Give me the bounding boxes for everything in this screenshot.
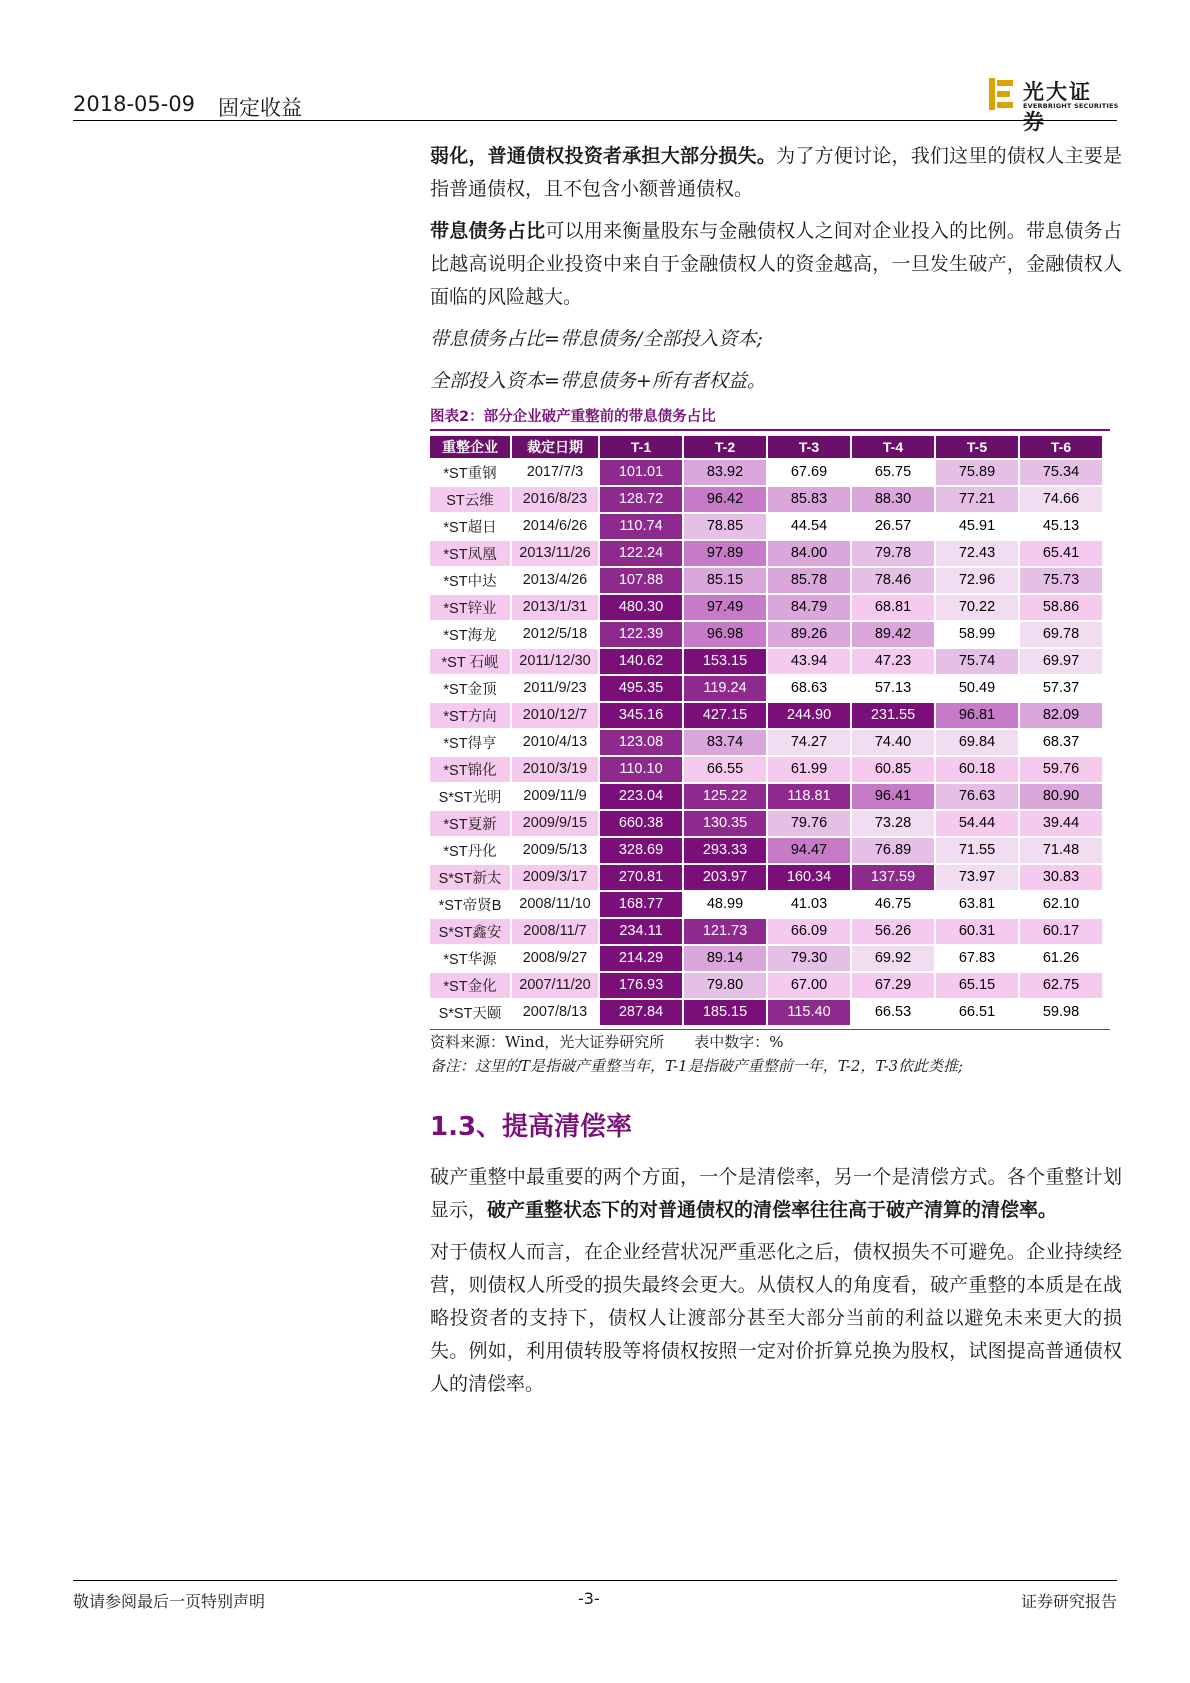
cell-value-t3: 79.30 <box>768 946 850 971</box>
formula-1: 带息债务占比=带息债务/全部投入资本; <box>430 328 763 350</box>
cell-value-t1: 270.81 <box>600 865 682 890</box>
cell-company: *ST凤凰 <box>430 541 510 566</box>
cell-value-t5: 77.21 <box>936 487 1018 512</box>
paragraph-3 <box>430 1161 1122 1227</box>
cell-value-t1: 110.74 <box>600 514 682 539</box>
logo-text-cn: 光大证券 <box>1023 79 1092 134</box>
cell-value-t1: 345.16 <box>600 703 682 728</box>
cell-value-t6: 68.37 <box>1020 730 1102 755</box>
report-topic: 固定收益 <box>218 96 302 120</box>
cell-value-t3: 85.78 <box>768 568 850 593</box>
cell-value-t1: 328.69 <box>600 838 682 863</box>
cell-company: *ST 石岘 <box>430 649 510 674</box>
cell-value-t2: 89.14 <box>684 946 766 971</box>
cell-value-t6: 69.97 <box>1020 649 1102 674</box>
cell-value-t2: 293.33 <box>684 838 766 863</box>
cell-value-t6: 75.73 <box>1020 568 1102 593</box>
cell-value-t4: 73.28 <box>852 811 934 836</box>
header-company: 重整企业 <box>430 436 510 458</box>
cell-value-t2: 96.42 <box>684 487 766 512</box>
cell-value-t4: 69.92 <box>852 946 934 971</box>
table-row <box>430 946 1102 971</box>
page-footer <box>73 1580 1117 1611</box>
table-row <box>430 919 1102 944</box>
header-t4: T-4 <box>852 436 934 458</box>
cell-company: *ST帝贤B <box>430 892 510 917</box>
cell-value-t4: 79.78 <box>852 541 934 566</box>
cell-value-t6: 62.75 <box>1020 973 1102 998</box>
cell-value-t6: 45.13 <box>1020 514 1102 539</box>
paragraph-2-bold: 带息债务占比 <box>430 220 546 242</box>
table-row <box>430 487 1102 512</box>
cell-value-t2: 125.22 <box>684 784 766 809</box>
table-title: 图表2：部分企业破产重整前的带息债务占比 <box>430 409 716 425</box>
cell-value-t1: 480.30 <box>600 595 682 620</box>
cell-value-t4: 74.40 <box>852 730 934 755</box>
cell-value-t4: 66.53 <box>852 1000 934 1025</box>
cell-value-t3: 67.00 <box>768 973 850 998</box>
cell-date: 2009/11/9 <box>512 784 598 809</box>
cell-company: ST云维 <box>430 487 510 512</box>
cell-value-t1: 128.72 <box>600 487 682 512</box>
cell-value-t5: 66.51 <box>936 1000 1018 1025</box>
cell-value-t6: 80.90 <box>1020 784 1102 809</box>
table-row <box>430 568 1102 593</box>
table-row <box>430 649 1102 674</box>
cell-company: S*ST鑫安 <box>430 919 510 944</box>
cell-company: S*ST光明 <box>430 784 510 809</box>
cell-value-t3: 244.90 <box>768 703 850 728</box>
cell-value-t2: 83.92 <box>684 460 766 485</box>
company-logo <box>989 78 1119 134</box>
logo-text-en: EVERBRIGHT SECURITIES <box>1023 102 1119 110</box>
cell-value-t2: 66.55 <box>684 757 766 782</box>
cell-value-t5: 76.63 <box>936 784 1018 809</box>
cell-value-t6: 59.76 <box>1020 757 1102 782</box>
cell-value-t1: 140.62 <box>600 649 682 674</box>
cell-value-t6: 75.34 <box>1020 460 1102 485</box>
cell-company: *ST得亨 <box>430 730 510 755</box>
table-row <box>430 676 1102 701</box>
header-date: 裁定日期 <box>512 436 598 458</box>
cell-value-t6: 74.66 <box>1020 487 1102 512</box>
cell-date: 2010/4/13 <box>512 730 598 755</box>
cell-company: *ST重钢 <box>430 460 510 485</box>
table-row <box>430 541 1102 566</box>
table-row <box>430 1000 1102 1025</box>
cell-company: *ST夏新 <box>430 811 510 836</box>
cell-company: *ST金化 <box>430 973 510 998</box>
table-row <box>430 730 1102 755</box>
debt-ratio-table <box>428 434 1104 1027</box>
cell-value-t4: 78.46 <box>852 568 934 593</box>
cell-date: 2007/11/20 <box>512 973 598 998</box>
table-row <box>430 838 1102 863</box>
cell-value-t3: 84.79 <box>768 595 850 620</box>
table-source: 资料来源：Wind，光大证券研究所 表中数字：% <box>430 1032 784 1051</box>
header-t3: T-3 <box>768 436 850 458</box>
cell-value-t5: 72.96 <box>936 568 1018 593</box>
cell-company: *ST方向 <box>430 703 510 728</box>
cell-date: 2011/9/23 <box>512 676 598 701</box>
table-row <box>430 460 1102 485</box>
table-remark: 备注：这里的T是指破产重整当年，T-1是指破产重整前一年，T-2，T-3依此类推; <box>430 1056 964 1075</box>
cell-date: 2016/8/23 <box>512 487 598 512</box>
cell-value-t5: 63.81 <box>936 892 1018 917</box>
cell-value-t5: 54.44 <box>936 811 1018 836</box>
cell-value-t1: 122.39 <box>600 622 682 647</box>
cell-value-t5: 67.83 <box>936 946 1018 971</box>
cell-date: 2010/3/19 <box>512 757 598 782</box>
paragraph-1 <box>430 140 1122 206</box>
section-title: 1.3、提高清偿率 <box>430 1111 633 1142</box>
cell-value-t4: 47.23 <box>852 649 934 674</box>
cell-value-t6: 82.09 <box>1020 703 1102 728</box>
cell-value-t2: 83.74 <box>684 730 766 755</box>
paragraph-3-text: 破产重整中最重要的两个方面，一个是清偿率，另一个是清偿方式。各个重整计划显示， <box>430 1165 1122 1221</box>
cell-value-t2: 97.49 <box>684 595 766 620</box>
cell-company: S*ST新太 <box>430 865 510 890</box>
page-number: -3- <box>578 1589 600 1608</box>
cell-value-t1: 107.88 <box>600 568 682 593</box>
cell-value-t1: 176.93 <box>600 973 682 998</box>
cell-date: 2012/5/18 <box>512 622 598 647</box>
cell-value-t5: 75.89 <box>936 460 1018 485</box>
cell-value-t6: 39.44 <box>1020 811 1102 836</box>
cell-value-t3: 66.09 <box>768 919 850 944</box>
footer-report-type: 证券研究报告 <box>1020 1592 1117 1611</box>
table-row <box>430 703 1102 728</box>
cell-date: 2008/11/10 <box>512 892 598 917</box>
cell-value-t6: 65.41 <box>1020 541 1102 566</box>
cell-value-t5: 45.91 <box>936 514 1018 539</box>
paragraph-3-bold: 破产重整状态下的对普通债权的清偿率往往高于破产清算的清偿率。 <box>487 1198 1058 1221</box>
cell-date: 2009/9/15 <box>512 811 598 836</box>
cell-value-t4: 68.81 <box>852 595 934 620</box>
cell-value-t2: 121.73 <box>684 919 766 944</box>
cell-value-t5: 60.31 <box>936 919 1018 944</box>
cell-value-t3: 41.03 <box>768 892 850 917</box>
cell-date: 2014/6/26 <box>512 514 598 539</box>
cell-date: 2011/12/30 <box>512 649 598 674</box>
cell-value-t1: 214.29 <box>600 946 682 971</box>
cell-value-t5: 69.84 <box>936 730 1018 755</box>
cell-value-t3: 115.40 <box>768 1000 850 1025</box>
cell-value-t4: 65.75 <box>852 460 934 485</box>
table-row <box>430 973 1102 998</box>
cell-value-t2: 48.99 <box>684 892 766 917</box>
cell-value-t3: 118.81 <box>768 784 850 809</box>
cell-value-t1: 110.10 <box>600 757 682 782</box>
cell-value-t3: 74.27 <box>768 730 850 755</box>
cell-company: S*ST天颐 <box>430 1000 510 1025</box>
cell-date: 2009/5/13 <box>512 838 598 863</box>
cell-company: *ST丹化 <box>430 838 510 863</box>
cell-value-t6: 57.37 <box>1020 676 1102 701</box>
cell-value-t3: 85.83 <box>768 487 850 512</box>
cell-value-t1: 122.24 <box>600 541 682 566</box>
page-header <box>73 79 1119 134</box>
logo-mark-icon <box>989 78 1015 110</box>
paragraph-1-bold: 弱化，普通债权投资者承担大部分损失。 <box>430 145 777 167</box>
cell-value-t1: 101.01 <box>600 460 682 485</box>
cell-value-t5: 71.55 <box>936 838 1018 863</box>
cell-value-t2: 427.15 <box>684 703 766 728</box>
cell-value-t6: 59.98 <box>1020 1000 1102 1025</box>
cell-value-t6: 61.26 <box>1020 946 1102 971</box>
cell-value-t2: 79.80 <box>684 973 766 998</box>
paragraph-2 <box>430 215 1122 314</box>
main-content <box>430 140 1122 1410</box>
cell-value-t2: 97.89 <box>684 541 766 566</box>
cell-value-t3: 67.69 <box>768 460 850 485</box>
cell-value-t1: 123.08 <box>600 730 682 755</box>
table-row <box>430 892 1102 917</box>
cell-date: 2013/11/26 <box>512 541 598 566</box>
cell-value-t6: 71.48 <box>1020 838 1102 863</box>
paragraph-2-text: 可以用来衡量股东与金融债权人之间对企业投入的比例。带息债务占比越高说明企业投资中来自于金融债权人的资金越高，一旦发生破产，金融债权人面临的风险越大。 <box>430 220 1122 308</box>
cell-company: *ST华源 <box>430 946 510 971</box>
cell-value-t5: 58.99 <box>936 622 1018 647</box>
cell-value-t1: 660.38 <box>600 811 682 836</box>
cell-value-t4: 67.29 <box>852 973 934 998</box>
cell-value-t5: 70.22 <box>936 595 1018 620</box>
cell-value-t1: 223.04 <box>600 784 682 809</box>
cell-value-t1: 168.77 <box>600 892 682 917</box>
cell-value-t1: 234.11 <box>600 919 682 944</box>
table-title-divider <box>430 429 1110 431</box>
report-date: 2018-05-09 <box>73 92 196 116</box>
cell-value-t2: 203.97 <box>684 865 766 890</box>
cell-company: *ST海龙 <box>430 622 510 647</box>
table-row <box>430 595 1102 620</box>
cell-value-t4: 137.59 <box>852 865 934 890</box>
header-t5: T-5 <box>936 436 1018 458</box>
cell-value-t5: 50.49 <box>936 676 1018 701</box>
cell-date: 2009/3/17 <box>512 865 598 890</box>
cell-value-t3: 84.00 <box>768 541 850 566</box>
header-t6: T-6 <box>1020 436 1102 458</box>
cell-value-t2: 78.85 <box>684 514 766 539</box>
cell-date: 2008/9/27 <box>512 946 598 971</box>
cell-value-t1: 495.35 <box>600 676 682 701</box>
cell-value-t4: 57.13 <box>852 676 934 701</box>
cell-value-t4: 96.41 <box>852 784 934 809</box>
table-row <box>430 622 1102 647</box>
cell-value-t3: 89.26 <box>768 622 850 647</box>
cell-value-t4: 231.55 <box>852 703 934 728</box>
cell-date: 2007/8/13 <box>512 1000 598 1025</box>
cell-value-t6: 60.17 <box>1020 919 1102 944</box>
table-row <box>430 811 1102 836</box>
cell-value-t4: 88.30 <box>852 487 934 512</box>
cell-value-t3: 160.34 <box>768 865 850 890</box>
cell-date: 2013/1/31 <box>512 595 598 620</box>
cell-company: *ST金顶 <box>430 676 510 701</box>
cell-value-t5: 73.97 <box>936 865 1018 890</box>
cell-value-t5: 96.81 <box>936 703 1018 728</box>
cell-value-t3: 68.63 <box>768 676 850 701</box>
cell-value-t1: 287.84 <box>600 1000 682 1025</box>
cell-value-t4: 46.75 <box>852 892 934 917</box>
cell-value-t6: 30.83 <box>1020 865 1102 890</box>
cell-date: 2010/12/7 <box>512 703 598 728</box>
table-row <box>430 784 1102 809</box>
table-header-row <box>430 436 1102 458</box>
cell-value-t3: 61.99 <box>768 757 850 782</box>
cell-value-t6: 69.78 <box>1020 622 1102 647</box>
paragraph-1-text: 为了方便讨论，我们这里的债权人主要是指普通债权，且不包含小额普通债权。 <box>430 145 1122 200</box>
cell-value-t4: 89.42 <box>852 622 934 647</box>
cell-date: 2008/11/7 <box>512 919 598 944</box>
cell-value-t5: 72.43 <box>936 541 1018 566</box>
cell-value-t2: 119.24 <box>684 676 766 701</box>
cell-value-t2: 85.15 <box>684 568 766 593</box>
cell-company: *ST超日 <box>430 514 510 539</box>
cell-date: 2017/7/3 <box>512 460 598 485</box>
table-row <box>430 757 1102 782</box>
cell-value-t3: 79.76 <box>768 811 850 836</box>
cell-company: *ST锦化 <box>430 757 510 782</box>
formula-2: 全部投入资本=带息债务+所有者权益。 <box>430 370 766 392</box>
cell-value-t2: 185.15 <box>684 1000 766 1025</box>
cell-value-t2: 130.35 <box>684 811 766 836</box>
cell-company: *ST中达 <box>430 568 510 593</box>
cell-value-t6: 58.86 <box>1020 595 1102 620</box>
header-t1: T-1 <box>600 436 682 458</box>
cell-value-t2: 96.98 <box>684 622 766 647</box>
cell-value-t3: 44.54 <box>768 514 850 539</box>
cell-value-t3: 94.47 <box>768 838 850 863</box>
paragraph-4: 对于债权人而言，在企业经营状况严重恶化之后，债权损失不可避免。企业持续经营，则债权人所受的损失最终会更大。从债权人的角度看，破产重整的本质是在战略投资者的支持下，债权人让渡部分甚至大部分当前的利益以避免未来更大的损失。例如，利用债转股等将债权按照一定对价折算兑换为股权，试图提高普通债权人的清偿率。 <box>430 1240 1122 1395</box>
table-row <box>430 865 1102 890</box>
cell-value-t2: 153.15 <box>684 649 766 674</box>
cell-value-t5: 65.15 <box>936 973 1018 998</box>
cell-value-t4: 76.89 <box>852 838 934 863</box>
cell-value-t5: 75.74 <box>936 649 1018 674</box>
cell-date: 2013/4/26 <box>512 568 598 593</box>
table-row <box>430 514 1102 539</box>
footer-disclaimer: 敬请参阅最后一页特别声明 <box>73 1592 266 1611</box>
cell-value-t3: 43.94 <box>768 649 850 674</box>
cell-value-t4: 26.57 <box>852 514 934 539</box>
cell-value-t6: 62.10 <box>1020 892 1102 917</box>
header-t2: T-2 <box>684 436 766 458</box>
cell-company: *ST锌业 <box>430 595 510 620</box>
cell-value-t4: 60.85 <box>852 757 934 782</box>
cell-value-t4: 56.26 <box>852 919 934 944</box>
cell-value-t5: 60.18 <box>936 757 1018 782</box>
